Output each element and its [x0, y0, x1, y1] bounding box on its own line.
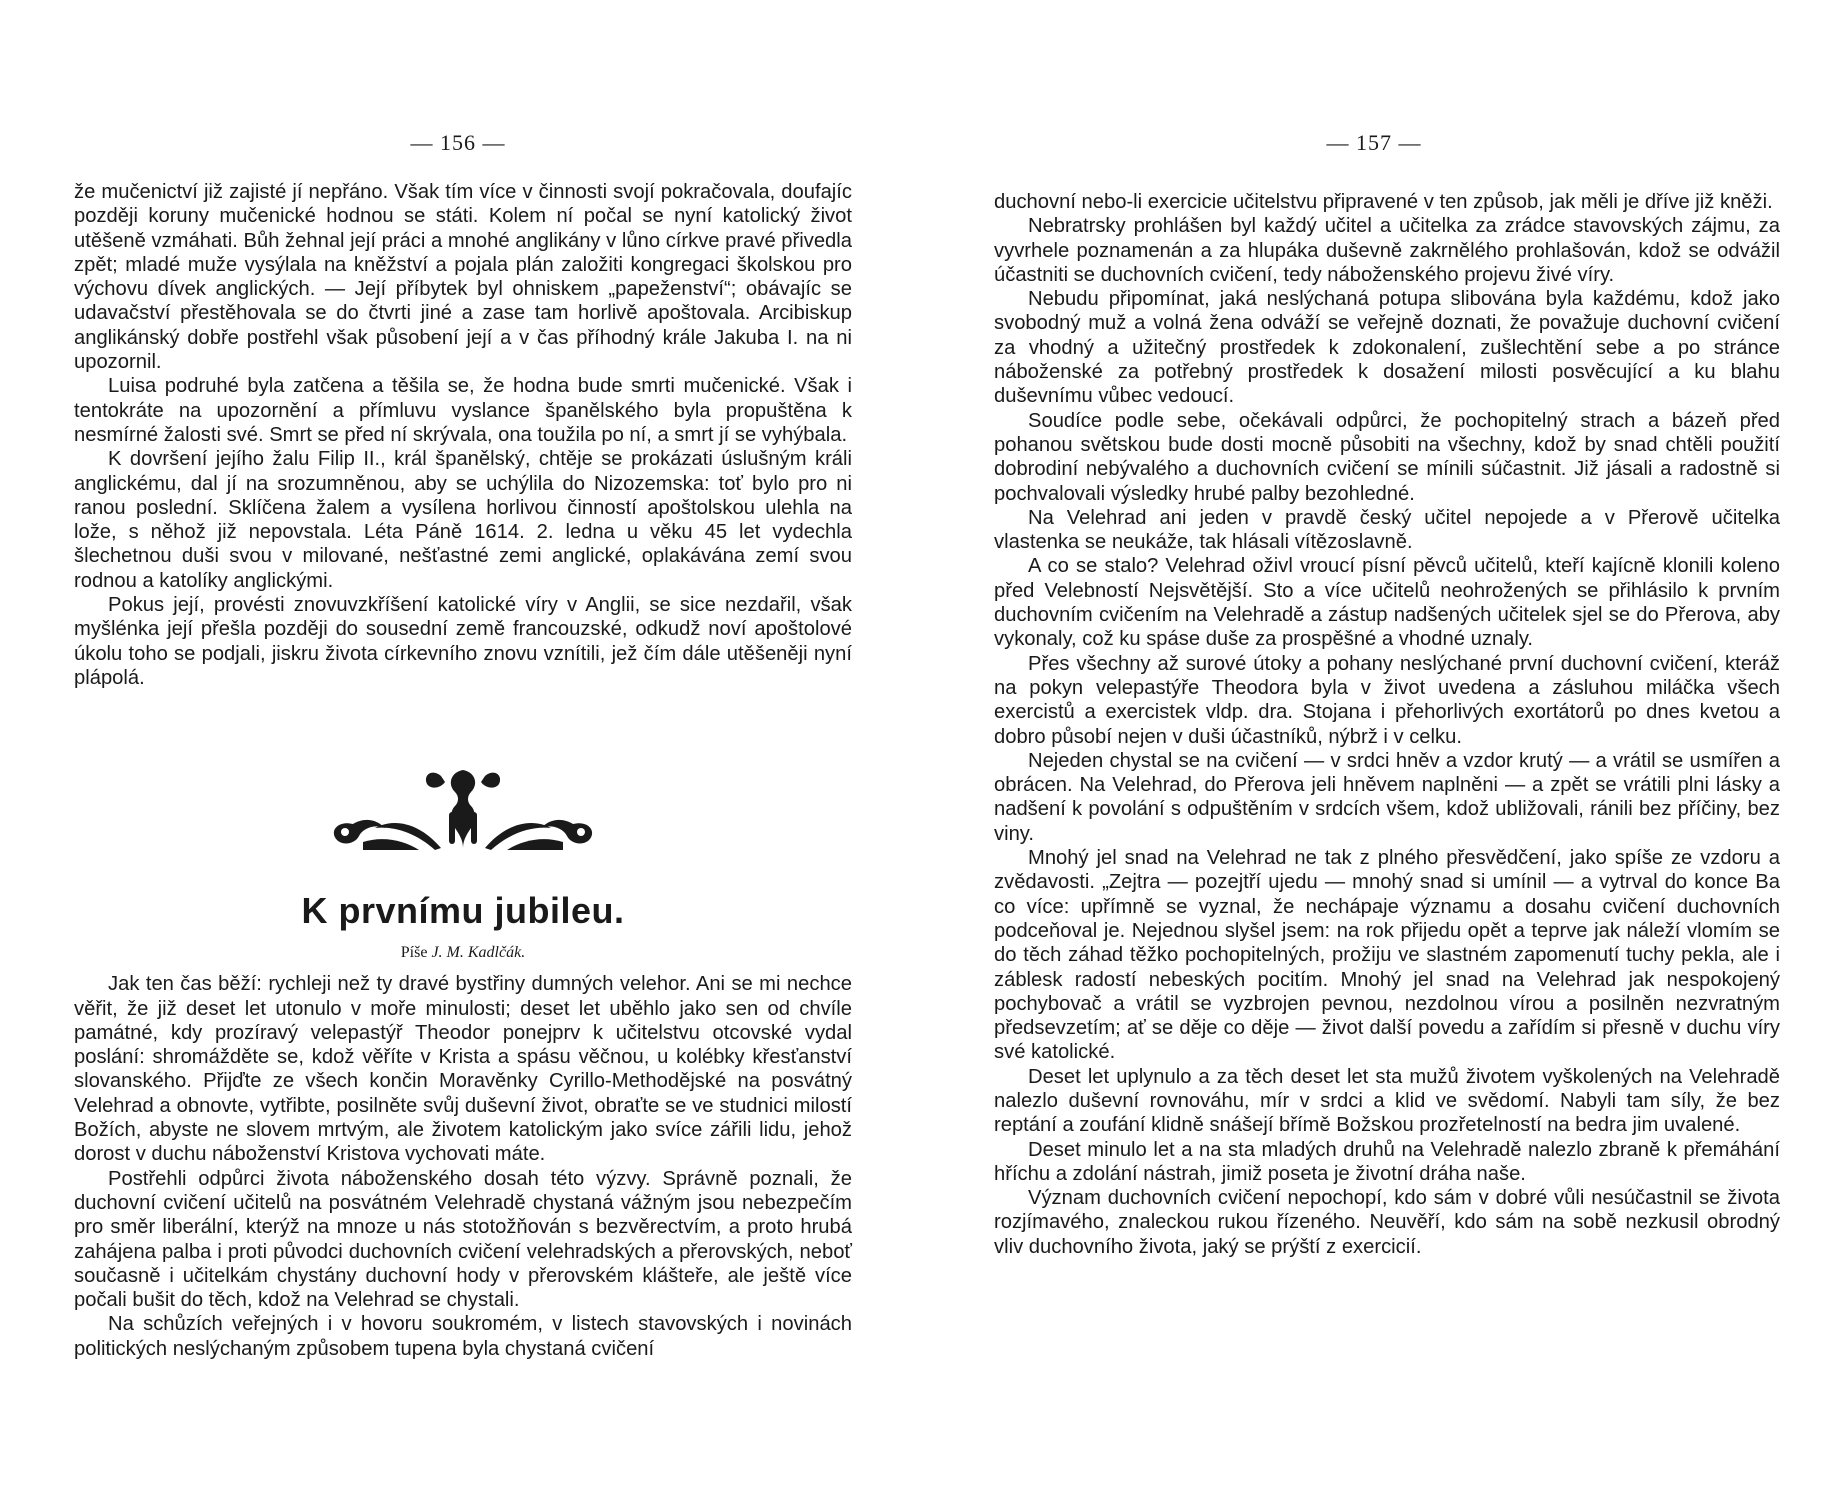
paragraph: Přes všechny až surové útoky a pohany neslýchané první duchovní cvičení, kteráž na pokyn velepastýře Theodora byla v život uvedena a zásluhou miláčka všech exercistů a exercistek vldp. dra. Stojana i přehorlivých exortátorů po dnes kvetou a dobro působí nejen v duši účastníků, nýbrž i v celku.	[994, 652, 1780, 748]
byline-author: J. M. Kadlčák.	[431, 944, 526, 962]
left-column	[74, 180, 852, 1361]
paragraph: K dovršení jejího žalu Filip II., král španělský, chtěje se prokázati úslušným králi anglickému, dal jí na srozumněnou, aby se uchýlila do Nizozemska: toť bylo pro ni ranou poslední. Sklíčena žalem a vysílena horlivou činností apoštolskou ulehla na lože, s něhož již nepovstala. Léta Páně 1614. 2. ledna u věku 45 let vydechla šlechetnou duši svou v milované, nešťastné zemi anglické, oplakávána zemí svou rodnou a katolíky anglickými.	[74, 448, 852, 592]
right-page	[916, 0, 1832, 1500]
paragraph: Jak ten čas běží: rychleji než ty dravé bystřiny dumných velehor. Ani se mi nechce věřit, že již deset let utonulo v moře minulosti; deset let uběhlo jako sen od chvíle památné, kdy prozíravý velepastýř Theodor ponejprv k učitelstvu otcovské vydal poslání: shromážděte se, kdož věříte v Krista a spásu věčnou, u kolébky křesťanství slovanského. Přijďte ze všech končin Moravěnky Cyrillo-Methodějské na posvátný Velehrad a obnovte, vytřibte, posilněte svůj duševní život, obraťte se ve studnici milostí Božích, abyste ne slovem mrtvým, ale životem katolickým jako svíce zářili lidu, jehož dorost v duchu náboženství Kristova vychovati máte.	[74, 973, 852, 1166]
byline-prefix: Píše	[400, 944, 428, 962]
paragraph: Nejeden chystal se na cvičení — v srdci hněv a vzdor krutý — a vrátil se usmířen a obrácen. Na Velehrad, do Přerova jeli hněvem naplněni — a zpět se vrátili plni lásky a nadšení k povolání s odpuštěním v srdcích všem, kdož ubližovali, ránili bez příčiny, bez viny.	[994, 749, 1780, 845]
paragraph: Na Velehrad ani jeden v pravdě český učitel nepojede a v Přerově učitelka vlastenka se neukáže, tak hlásali vítězoslavně.	[994, 506, 1780, 554]
paragraph: Deset let uplynulo a za těch deset let sta mužů životem vyškolených na Velehradě nalezlo duševní rovnováhu, mír v srdci a klid ve svědomí. Nabyli tam síly, že bez reptání a zoufání klidně snášejí břímě Božskou prozřetelností na bedra jim uvalené.	[994, 1065, 1780, 1137]
paragraph: Mnohý jel snad na Velehrad ne tak z plného přesvědčení, jako spíše ze vzdoru a zvědavosti. „Zejtra — pozejtří ujedu — mnohý snad si umínil — a vytrval do konce Ba co více: upřímně se vyznal, že nechápaje významu a dosahu cvičení duchovních podceňoval je. Nejednou slyšel jsem: na rok přijedu opět a teprve jak náleží vlomím se do těch záhad těžko pochopitelných, prožiju ve slastném zapomenutí tuchy pekla, ale i záblesk radostí nebeských pocitím. Mnohý jel snad na Velehrad jak nespokojený pochybovač a vrátil se vyzbrojen pevnou, nezdolnou vírou a posilněn nezvratným předsevzetím; ať se děje co děje — život další povedu a zařídím si přesně v duchu víry své katolické.	[994, 847, 1780, 1064]
paragraph: Postřehli odpůrci života náboženského dosah této výzvy. Správně poznali, že duchovní cvičení učitelů na posvátném Velehradě chystaná vážným jsou nebezpečím pro směr liberální, kterýž na mnoze u nás stotožňován s bezvěrectvím, a proto hrubá zahájena palba i proti původci duchovních cvičení velehradských a přerovských, neboť současně i učitelkám chystány duchovní hody v přerovském klášteře, ale ještě více počali bušit do těch, kdož na Velehrad se chystali.	[74, 1167, 852, 1312]
paragraph: Na schůzích veřejných i v hovoru soukromém, v listech stavovských i novinách politických neslýchaným způsobem tupena byla chystaná cvičení	[74, 1313, 852, 1360]
floral-ornament-icon	[323, 762, 603, 854]
right-column	[994, 190, 1780, 1259]
paragraph: Pokus její, provésti znovuvzkříšení katolické víry v Anglii, se sice nezdařil, však myšlénka její přešla později do sousední země francouzské, odkudž noví apoštolové úkolu toho se podjali, jiskru života církevního znovu vznítili, jež čím dále utěšeněji nyní plápolá.	[74, 594, 852, 689]
paragraph: Nebudu připomínat, jaká neslýchaná potupa slibována byla každému, kdož jako svobodný muž a volná žena odváží se veřejně doznati, že považuje duchovní cvičení za vhodný a užitečný prostředek k zdokonalení, zušlechtění sebe a po stránce náboženské za potřebný prostředek k dosažení milosti posvěcující a ku blahu duševnímu vůbec vedoucí.	[994, 288, 1780, 408]
paragraph: Význam duchovních cvičení nepochopí, kdo sám v dobré vůli nesúčastnil se života rozjímavého, znaleckou rukou řízeného. Neuvěří, kdo sám na sobě nezkusil obrodný vliv duchovního života, jaký se prýští z exercicií.	[994, 1187, 1780, 1258]
page-number-left: — 156 —	[410, 130, 506, 155]
paragraph: A co se stalo? Velehrad oživl vroucí písní pěvců učitelů, kteří kajícně klonili koleno před Velebností Nejsvětější. Sto a více učitelů neohrožených se přihlásilo k prvním duchovním cvičením na Velehradě a zástup nadšených učitelek sjel se do Přerova, aby vykonaly, což ku spáse duše za prospěšné a vhodné uznaly.	[994, 555, 1780, 651]
byline	[74, 944, 852, 962]
paragraph: duchovní nebo-li exercicie učitelstvu připravené v ten způsob, jak měli je dříve již kněži.	[994, 191, 1773, 213]
paragraph: Soudíce podle sebe, očekávali odpůrci, že pochopitelný strach a bázeň před pohanou světskou bude dosti mocně působiti na všechny, kdož by snad chtěli použití dobrodiní nebývalého a duchovních cvičení se mínili súčastnit. Již jásali a radostně si pochvalovali výsledky hrubé palby bezohledné.	[994, 409, 1780, 505]
paragraph: Nebratrsky prohlášen byl každý učitel a učitelka za zrádce stavovských zájmu, za vyvrhele poznamenán a za hlupáka duševně zakrnělého prohlašován, kdož se odvážil účastniti se duchovních cvičení, tedy náboženského projevu živé víry.	[994, 215, 1780, 286]
article-title: K prvnímu jubileu.	[301, 890, 625, 932]
paragraph: že mučenictví již zajisté jí nepřáno. Však tím více v činnosti svojí pokračovala, doufajíc později koruny mučenické hodnou se státi. Kolem ní počal se nyní katolický život utěšeně vzmáhati. Bůh žehnal její práci a mnohé anglikány v lůno církve pravé přivedla zpět; mladé muže vysýlala na kněžství a pojala plán založiti kongregaci školskou pro výchovu dívek anglických. — Její příbytek byl ohniskem „papeženství“; obávajíc se udavačství přestěhovala se do čtvrti jiné a zase tam horlivě apoštovala. Arcibiskup anglikánský dobře postřehl však působení její a v čas příhodný krále Jakuba I. na ni upozornil.	[74, 181, 852, 374]
paragraph: Deset minulo let a na sta mladých druhů na Velehradě nalezlo zbraně k přemáhání hříchu a zdolání nástrah, jimiž poseta je životní dráha naše.	[994, 1138, 1780, 1185]
paragraph: Luisa podruhé byla zatčena a těšila se, že hodna bude smrti mučenické. Však i tentokráte na upozornění a přímluvu vyslance španělského byla propuštěna k nesmírné žalosti své. Smrt se před ní skrývala, ona toužila po ní, a smrt jí se vyhýbala.	[74, 375, 852, 446]
page-number-right: — 157 —	[1326, 130, 1422, 155]
